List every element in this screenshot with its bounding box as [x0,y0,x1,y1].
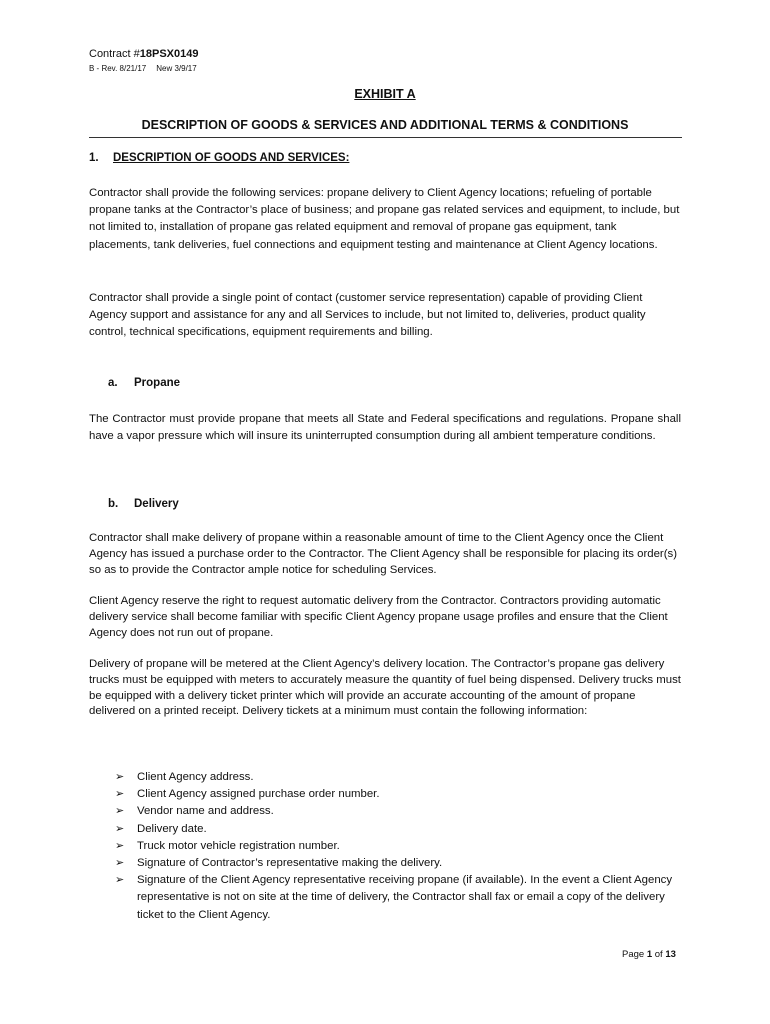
arrow-bullet-icon: ➢ [115,857,125,870]
title-divider [89,137,682,138]
section-1-number: 1. [89,152,99,164]
section-1-paragraph-1: Contractor shall provide the following services: propane delivery to Client Agency locations; refueling of portable propane tanks at the Contractor’s place of business; and propane gas related services and equipment, to include, but not limited to, installation of propane gas related equipment and removal of propane gas equipment, tank placements, tank deliveries, fuel connections and equipment testing and maintenance at Client Agency locations. [89,187,680,251]
list-item: ➢ Delivery date. [115,821,675,838]
document-title: DESCRIPTION OF GOODS & SERVICES AND ADDITIONAL TERMS & CONDITIONS [141,118,629,132]
subsection-b-paragraph-3: Delivery of propane will be metered at the Client Agency’s delivery location. The Contractor’s propane gas delivery trucks must be equipped with meters to accurately measure the quantity of fuel being dispensed. Delivery trucks must be equipped with a delivery ticket printer which will provide an accurate accounting of the amount of propane delivered on a printed receipt. Delivery tickets at a minimum must contain the following information: [89,658,681,718]
section-1-title: DESCRIPTION OF GOODS AND SERVICES: [113,152,350,164]
list-item: ➢ Client Agency address. [115,769,675,786]
subsection-a-title: Propane [134,377,181,389]
contract-label: Contract # [89,48,140,60]
page-label: Page [622,949,645,960]
new-date: New 3/9/17 [156,64,197,73]
list-item: ➢ Vendor name and address. [115,803,675,820]
subsection-b-heading [108,498,179,510]
exhibit-title: EXHIBIT A [354,87,416,101]
revision-header [89,63,197,74]
subsection-b-letter: b. [108,498,119,510]
section-1-paragraph-2: Contractor shall provide a single point of contact (customer service representation) capable of providing Client Agency support and assistance for any and all Services to include, but not limited to, deliveries, product quality control, technical specifications, equipment requirements and billing. [89,292,646,339]
page-current: 1 [646,949,653,960]
subsection-b-paragraph-1: Contractor shall make delivery of propane within a reasonable amount of time to the Client Agency once the Client Agency has issued a purchase order to the Contractor. The Client Agency shall be responsible for placing its order(s) so as to provide the Contractor ample notice for scheduling Services. [89,532,677,576]
list-item: ➢ Signature of Contractor’s representative making the delivery. [115,855,675,872]
subsection-b-title: Delivery [134,498,179,510]
list-item: ➢ Client Agency assigned purchase order number. [115,786,675,803]
page-total: 13 [665,949,676,960]
list-item: ➢ Signature of the Client Agency representative receiving propane (if available). In the event a Client Agency representative is not on site at the time of delivery, the Contractor shall fax or email a copy of the delivery ticket to the Client Agency. [115,874,673,921]
contract-number-header [89,47,198,61]
of-label: of [654,949,663,960]
arrow-bullet-icon: ➢ [115,874,125,887]
arrow-bullet-icon: ➢ [115,839,125,852]
arrow-bullet-icon: ➢ [115,771,125,783]
section-1-heading [89,152,349,164]
arrow-bullet-icon: ➢ [115,788,125,801]
delivery-ticket-requirements-list [115,769,675,924]
page-number-footer [622,949,676,960]
contract-number: 18PSX0149 [139,48,199,60]
subsection-b-paragraph-2: Client Agency reserve the right to request automatic delivery from the Contractor. Contractors providing automatic delivery service shall become familiar with specific Client Agency propane usage profiles and ensure that the Client Agency does not run out of propane. [89,595,668,639]
arrow-bullet-icon: ➢ [115,805,125,818]
subsection-a-letter: a. [108,377,118,389]
revision-date: B - Rev. 8/21/17 [89,64,147,73]
arrow-bullet-icon: ➢ [115,822,125,835]
list-item: ➢ Truck motor vehicle registration number. [115,838,675,855]
subsection-a-heading [108,377,180,389]
subsection-a-paragraph: The Contractor must provide propane that meets all State and Federal specifications and regulations. Propane shall have a vapor pressure which will insure its uninterrupted consumption during all ambient temperature conditions. [89,413,681,443]
